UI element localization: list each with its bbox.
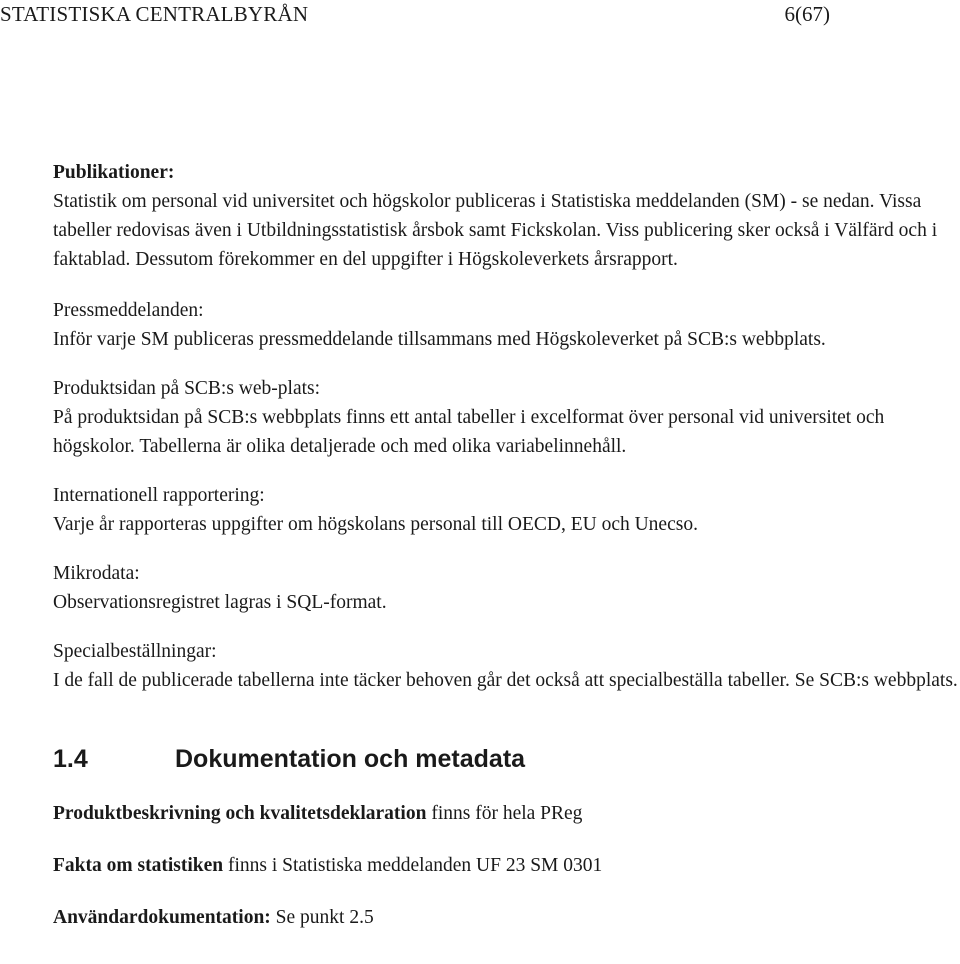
doc-line-produktbeskrivning xyxy=(53,799,958,828)
section-heading-specialbestallningar: Specialbeställningar: xyxy=(53,641,217,662)
section-heading-internationell: Internationell rapportering: xyxy=(53,485,265,506)
section-mikrodata xyxy=(53,559,958,617)
doc-line-rest: finns i Statistiska meddelanden UF 23 SM 0301 xyxy=(223,855,603,876)
doc-line-anvandardokumentation xyxy=(53,903,958,932)
section-text-publikationer: Statistik om personal vid universitet och högskolor publiceras i Statistiska meddelanden (SM) - se nedan. Vissa tabeller redovisas även i Utbildningsstatistisk årsbok samt Fickskolan. Viss publicering sker också i Välfärd och i faktablad. Dessutom förekommer en del uppgifter i Högskoleverkets årsrapport. xyxy=(53,191,938,270)
section-text-produktsidan: På produktsidan på SCB:s webbplats finns ett antal tabeller i excelformat över personal vid universitet och högskolor. Tabellerna är olika detaljerade och med olika variabelinnehåll. xyxy=(53,407,885,457)
org-name: STATISTISKA CENTRALBYRÅN xyxy=(0,2,309,26)
doc-line-fakta xyxy=(53,851,958,880)
section-internationell xyxy=(53,481,958,539)
doc-line-lead: Fakta om statistiken xyxy=(53,855,224,876)
chapter-heading xyxy=(53,743,958,775)
doc-line-rest: Se punkt 2.5 xyxy=(270,907,374,928)
doc-line-rest: finns för hela PReg xyxy=(426,803,583,824)
chapter-title: Dokumentation och metadata xyxy=(175,745,526,773)
page-number: 6(67) xyxy=(784,2,830,26)
page-header xyxy=(0,2,830,30)
section-specialbestallningar xyxy=(53,637,958,695)
doc-line-lead: Produktbeskrivning och kvalitetsdeklaration xyxy=(53,803,427,824)
section-text-internationell: Varje år rapporteras uppgifter om högskolans personal till OECD, EU och Unecso. xyxy=(53,514,698,535)
chapter-number: 1.4 xyxy=(53,745,88,773)
section-pressmeddelanden xyxy=(53,296,958,354)
section-publikationer xyxy=(53,158,958,274)
section-heading-mikrodata: Mikrodata: xyxy=(53,563,140,584)
section-text-specialbestallningar: I de fall de publicerade tabellerna inte täcker behoven går det också att specialbeställa tabeller. Se SCB:s webbplats. xyxy=(53,670,958,691)
section-text-mikrodata: Observationsregistret lagras i SQL-format. xyxy=(53,592,387,613)
section-heading-produktsidan: Produktsidan på SCB:s web-plats: xyxy=(53,378,321,399)
section-heading-publikationer: Publikationer: xyxy=(53,162,175,183)
section-produktsidan xyxy=(53,374,958,461)
document-body xyxy=(53,158,958,955)
doc-line-lead: Användardokumentation: xyxy=(53,907,271,928)
section-heading-pressmeddelanden: Pressmeddelanden: xyxy=(53,300,204,321)
section-text-pressmeddelanden: Inför varje SM publiceras pressmeddelande tillsammans med Högskoleverket på SCB:s webbplats. xyxy=(53,329,826,350)
